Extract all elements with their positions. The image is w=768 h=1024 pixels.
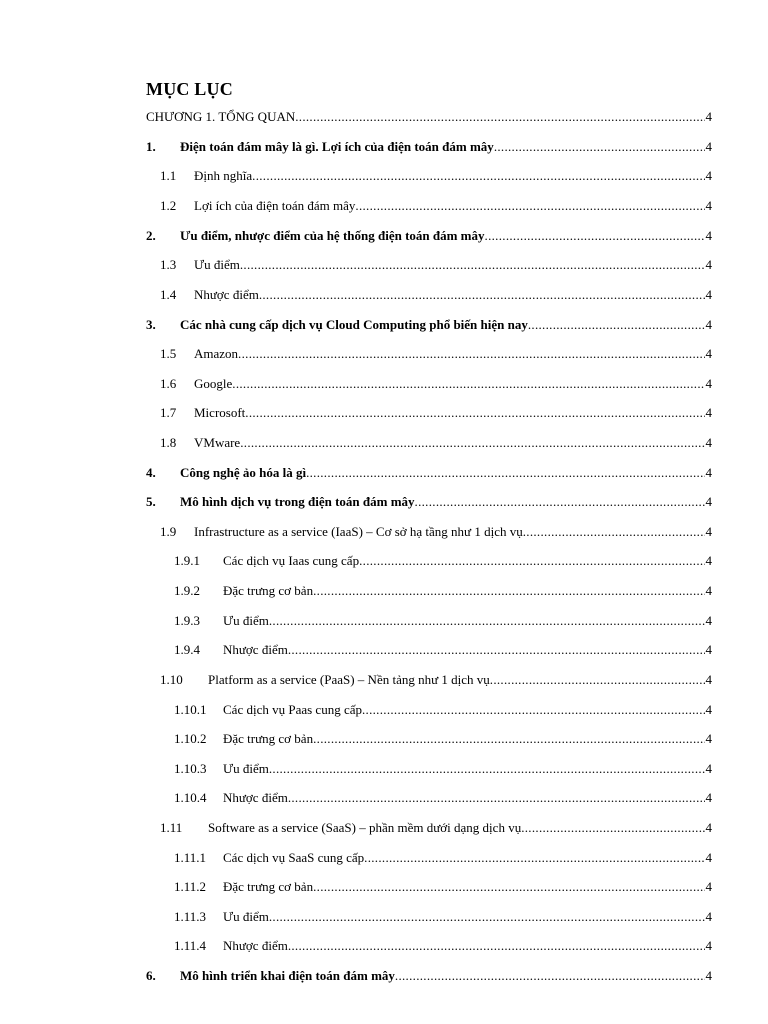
- toc-entry-text: Ưu điểm: [223, 613, 269, 628]
- toc-leader: [288, 938, 705, 954]
- toc-page-number: 4: [705, 494, 712, 509]
- toc-leader: [494, 139, 705, 155]
- toc-page-number: 4: [705, 287, 712, 302]
- toc-entry-section-4[interactable]: [146, 465, 712, 481]
- toc-entry-1-10-2[interactable]: [174, 731, 712, 747]
- toc-entry-text: Điện toán đám mây là gì. Lợi ích của điện toán đám mây: [180, 139, 494, 154]
- toc-entry-text: Mô hình triển khai điện toán đám mây: [180, 968, 395, 983]
- toc-page-number: 4: [705, 257, 712, 272]
- toc-page-number: 4: [705, 465, 712, 480]
- toc-page-number: 4: [705, 909, 712, 924]
- toc-entry-1-3[interactable]: [160, 257, 712, 273]
- toc-entry-number: 1.10: [160, 672, 183, 687]
- toc-entry-1-6[interactable]: [160, 376, 712, 392]
- toc-entry-text: Software as a service (SaaS) – phần mềm dưới dạng dịch vụ: [208, 820, 522, 835]
- toc-leader: [485, 228, 705, 244]
- toc-page-number: 4: [705, 435, 712, 450]
- toc-entry-text: Ưu điểm: [223, 761, 269, 776]
- toc-entry-section-3[interactable]: [146, 317, 712, 333]
- toc-entry-number: 1.9.4: [174, 642, 200, 657]
- toc-entry-1-11-2[interactable]: [174, 879, 712, 895]
- toc-entry-1-4[interactable]: [160, 287, 712, 303]
- toc-page-number: 4: [705, 317, 712, 332]
- toc-leader: [313, 583, 704, 599]
- toc-page-number: 4: [705, 613, 712, 628]
- toc-entry-1-1[interactable]: [160, 168, 712, 184]
- toc-entry-text: Định nghĩa: [194, 168, 253, 183]
- toc-entry-number: 5.: [146, 494, 156, 509]
- toc-entry-number: 1.3: [160, 257, 177, 272]
- toc-entry-number: 1.9.1: [174, 553, 200, 568]
- toc-entry-section-2[interactable]: [146, 228, 712, 244]
- toc-leader: [490, 672, 705, 688]
- toc-entry-1-10-3[interactable]: [174, 761, 712, 777]
- toc-page-number: 4: [705, 524, 712, 539]
- toc-entry-number: 1.7: [160, 405, 177, 420]
- toc-page-number: 4: [705, 968, 712, 983]
- toc-entry-number: 1.1: [160, 168, 177, 183]
- toc-entry-text: Nhược điểm: [194, 287, 259, 302]
- toc-entry-number: 1.10.1: [174, 702, 207, 717]
- toc-entry-text: Google: [194, 376, 233, 391]
- toc-page-number: 4: [705, 228, 712, 243]
- toc-entry-number: 2.: [146, 228, 156, 243]
- toc-entry-1-9-4[interactable]: [174, 642, 712, 658]
- toc-entry-text: Các nhà cung cấp dịch vụ Cloud Computing phổ biến hiện nay: [180, 317, 528, 332]
- toc-leader: [238, 346, 704, 362]
- toc-entry-1-9-1[interactable]: [174, 553, 712, 569]
- toc-page-number: 4: [705, 168, 712, 183]
- toc-entry-number: 1.: [146, 139, 156, 154]
- toc-entry-text: VMware: [194, 435, 241, 450]
- toc-leader: [362, 702, 705, 718]
- toc-entry-text: Nhược điểm: [223, 642, 288, 657]
- toc-entry-1-5[interactable]: [160, 346, 712, 362]
- toc-entry-number: 3.: [146, 317, 156, 332]
- toc-entry-1-9-2[interactable]: [174, 583, 712, 599]
- toc-leader: [395, 968, 705, 984]
- toc-entry-text: Đặc trưng cơ bản: [223, 583, 314, 598]
- toc-page-number: 4: [705, 672, 712, 687]
- toc-entry-1-11[interactable]: [160, 820, 712, 836]
- toc-entry-chapter-1[interactable]: [146, 109, 712, 125]
- toc-entry-text: Đặc trưng cơ bản: [223, 731, 314, 746]
- toc-leader: [232, 376, 704, 392]
- toc-entry-1-10[interactable]: [160, 672, 712, 688]
- toc-entry-number: 4.: [146, 465, 156, 480]
- toc-entry-number: 1.9.3: [174, 613, 200, 628]
- toc-entry-text: Các dịch vụ SaaS cung cấp: [223, 850, 365, 865]
- toc-entry-text: Ưu điểm: [223, 909, 269, 924]
- toc-entry-text: Ưu điểm, nhược điểm của hệ thống điện toán đám mây: [180, 228, 485, 243]
- toc-entry-number: 1.4: [160, 287, 177, 302]
- toc-entry-number: 1.9: [160, 524, 177, 539]
- toc-leader: [245, 405, 704, 421]
- toc-leader: [288, 642, 705, 658]
- toc-page-number: 4: [705, 405, 712, 420]
- toc-page-number: 4: [705, 642, 712, 657]
- toc-page-number: 4: [705, 346, 712, 361]
- toc-entry-text: Các dịch vụ Iaas cung cấp: [223, 553, 360, 568]
- toc-page-number: 4: [705, 198, 712, 213]
- toc-entry-1-10-4[interactable]: [174, 790, 712, 806]
- toc-page-number: 4: [705, 820, 712, 835]
- toc-leader: [415, 494, 705, 510]
- toc-entry-section-6[interactable]: [146, 968, 712, 984]
- toc-leader: [313, 879, 704, 895]
- toc-leader: [240, 435, 704, 451]
- toc-page-number: 4: [705, 702, 712, 717]
- toc-entry-text: Nhược điểm: [223, 790, 288, 805]
- toc-entry-text: Amazon: [194, 346, 239, 361]
- toc-entry-1-11-3[interactable]: [174, 909, 712, 925]
- toc-entry-text: Các dịch vụ Paas cung cấp: [223, 702, 362, 717]
- toc-entry-text: Microsoft: [194, 405, 246, 420]
- toc-entry-number: 1.9.2: [174, 583, 200, 598]
- toc-entry-number: 1.6: [160, 376, 177, 391]
- toc-page-number: 4: [705, 850, 712, 865]
- toc-entry-number: 1.10.3: [174, 761, 207, 776]
- toc-entry-1-11-4[interactable]: [174, 938, 712, 954]
- toc-entry-1-9-3[interactable]: [174, 613, 712, 629]
- toc-leader: [306, 465, 704, 481]
- toc-page-number: 4: [705, 583, 712, 598]
- toc-page-number: 4: [705, 376, 712, 391]
- toc-page-number: 4: [705, 731, 712, 746]
- toc-leader: [295, 109, 704, 125]
- toc-leader: [523, 524, 705, 540]
- toc-leader: [313, 731, 704, 747]
- toc-entry-text: Lợi ích của điện toán đám mây: [194, 198, 356, 213]
- toc-entry-number: 1.11.1: [174, 850, 207, 865]
- toc-entry-1-10-1[interactable]: [174, 702, 712, 718]
- toc-entry-number: 1.11.4: [174, 938, 207, 953]
- toc-entry-text: Infrastructure as a service (IaaS) – Cơ sở hạ tầng như 1 dịch vụ: [194, 524, 523, 539]
- toc-leader: [259, 287, 705, 303]
- toc-leader: [359, 553, 704, 569]
- toc-entry-number: 1.11.2: [174, 879, 207, 894]
- toc-page-number: 4: [705, 790, 712, 805]
- toc-entry-number: 1.5: [160, 346, 177, 361]
- toc-leader: [521, 820, 704, 836]
- toc-page-number: 4: [705, 553, 712, 568]
- toc-entry-1-7[interactable]: [160, 405, 712, 421]
- toc-entry-text: Nhược điểm: [223, 938, 288, 953]
- toc-leader: [364, 850, 704, 866]
- toc-title: MỤC LỤC: [146, 79, 233, 99]
- toc-leader: [269, 761, 705, 777]
- toc-leader: [269, 613, 705, 629]
- toc-page-number: 4: [705, 139, 712, 154]
- toc-leader: [288, 790, 705, 806]
- toc-leader: [355, 198, 704, 214]
- toc-entry-number: 1.11.3: [174, 909, 207, 924]
- toc-entry-number: 1.10.2: [174, 731, 207, 746]
- toc-page-number: 4: [705, 109, 712, 124]
- toc-entry-number: 1.11: [160, 820, 183, 835]
- toc-page-number: 4: [705, 761, 712, 776]
- toc-entry-1-9[interactable]: [160, 524, 712, 540]
- toc-page-number: 4: [705, 879, 712, 894]
- toc-leader: [269, 909, 705, 925]
- toc-entry-text: Ưu điểm: [194, 257, 240, 272]
- toc-entry-number: 1.8: [160, 435, 177, 450]
- toc-entry-number: 1.2: [160, 198, 177, 213]
- toc-entry-number: 1.10.4: [174, 790, 207, 805]
- toc-entry-text: Đặc trưng cơ bản: [223, 879, 314, 894]
- toc-entry-number: 6.: [146, 968, 156, 983]
- toc-entry-1-8[interactable]: [160, 435, 712, 451]
- toc-entry-1-11-1[interactable]: [174, 850, 712, 866]
- toc-entry-1-2[interactable]: [160, 198, 712, 214]
- toc-entry-text: Công nghệ ảo hóa là gì: [180, 465, 307, 480]
- toc-leader: [240, 257, 705, 273]
- toc-leader: [252, 168, 704, 184]
- toc-entry-section-1[interactable]: [146, 139, 712, 155]
- toc-entry-text: CHƯƠNG 1. TỔNG QUAN: [146, 109, 296, 124]
- toc-entry-text: Mô hình dịch vụ trong điện toán đám mây: [180, 494, 415, 509]
- toc-entry-section-5[interactable]: [146, 494, 712, 510]
- toc-page-number: 4: [705, 938, 712, 953]
- toc-entry-text: Platform as a service (PaaS) – Nền tảng như 1 dịch vụ: [208, 672, 490, 687]
- toc-leader: [528, 317, 705, 333]
